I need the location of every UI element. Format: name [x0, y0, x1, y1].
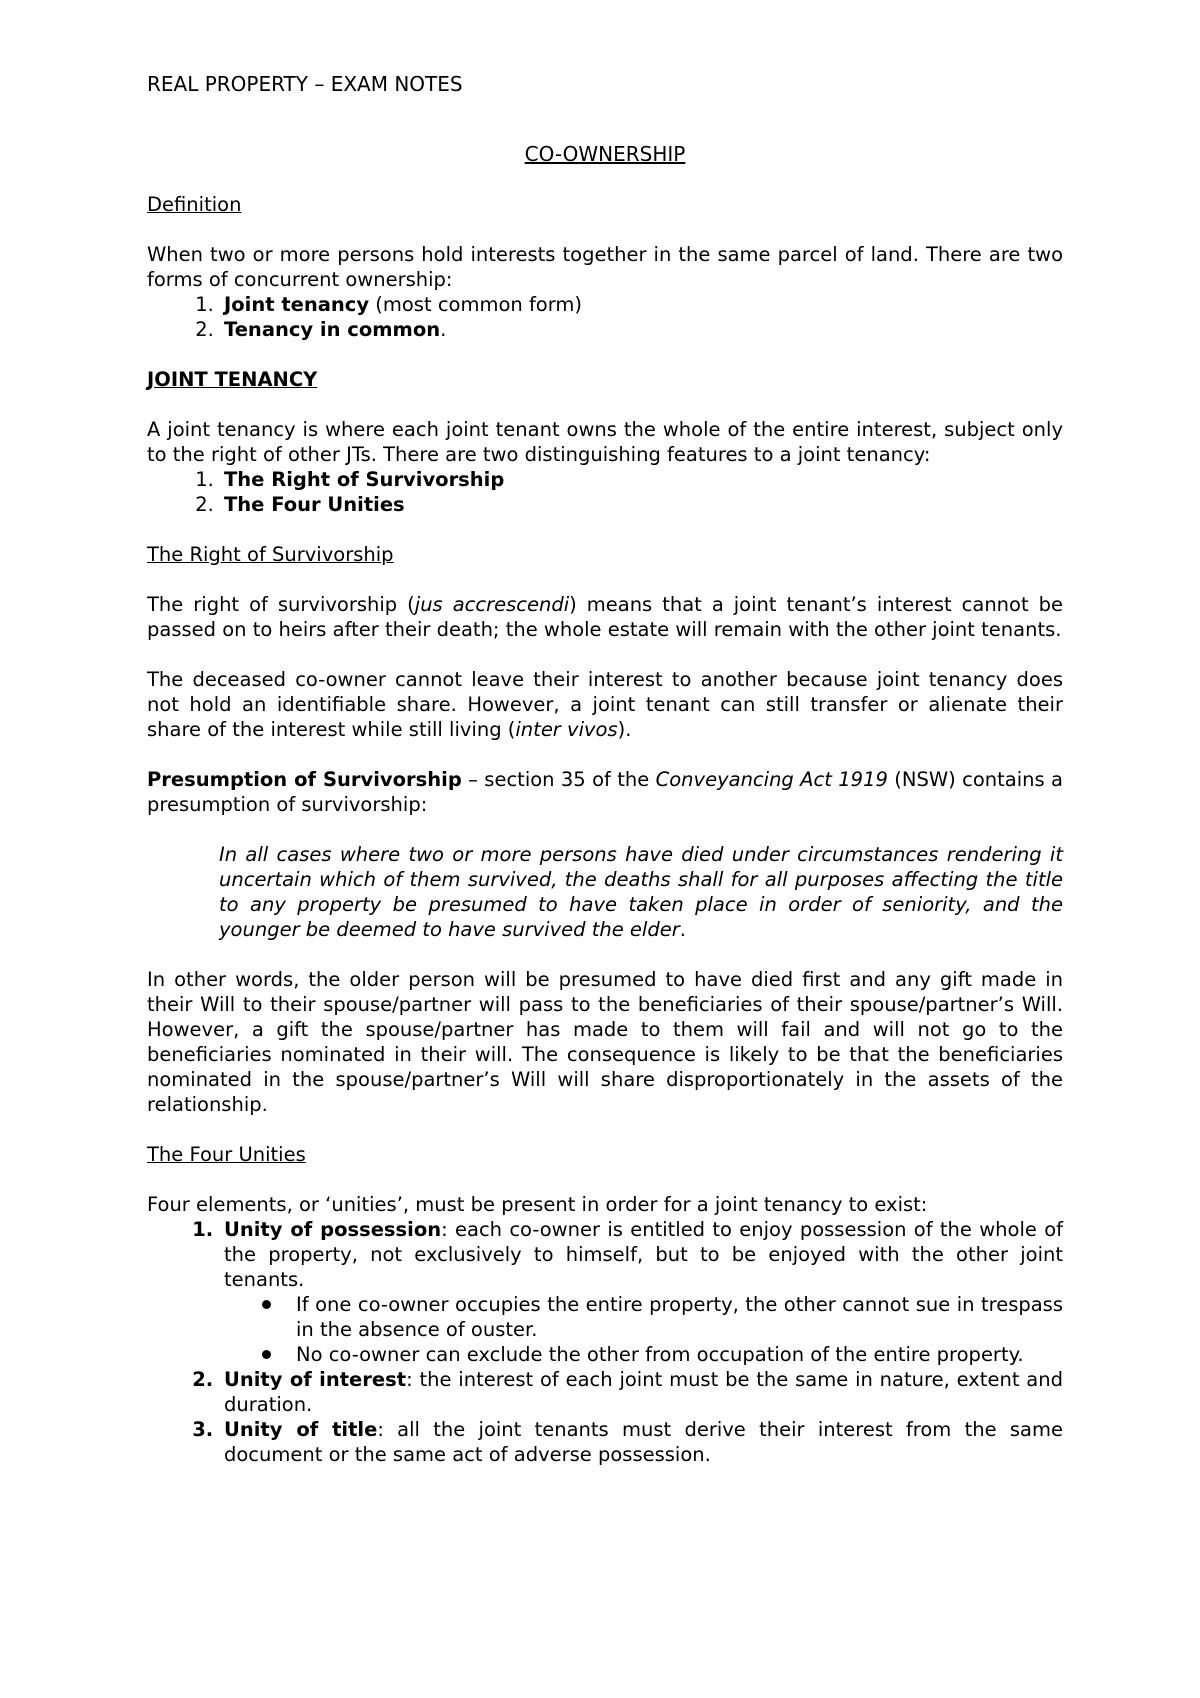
survivorship-heading: The Right of Survivorship	[147, 543, 394, 566]
text-run: The right of survivorship (	[147, 593, 415, 616]
form-note: (most common form)	[369, 293, 583, 316]
act-name: Conveyancing Act 1919	[655, 768, 888, 791]
unity-name: Unity of interest	[224, 1368, 407, 1391]
quote-end: .	[679, 918, 686, 941]
list-item	[220, 1217, 1063, 1367]
unity-name: Unity of title	[224, 1418, 378, 1441]
form-name: Tenancy in common	[224, 318, 441, 341]
unity-bullet-list	[224, 1292, 1063, 1367]
definition-text: When two or more persons hold interests together in the same parcel of land. There are two forms of concurrent ownership:	[147, 243, 1063, 291]
unity-description: : each co-owner is entitled to enjoy possession of the whole of the property, not exclusively to himself, but to be enjoyed with the other joint tenants.	[224, 1218, 1063, 1291]
feature-name: The Right of Survivorship	[224, 468, 505, 491]
unity-description: : all the joint tenants must derive their interest from the same document or the same act of adverse possession.	[224, 1418, 1063, 1466]
unity-name: Unity of possession	[224, 1218, 442, 1241]
list-item	[220, 1417, 1063, 1467]
list-item	[220, 492, 1063, 517]
page-header: REAL PROPERTY – EXAM NOTES	[147, 72, 463, 96]
unity-description: : the interest of each joint must be the same in nature, extent and duration.	[224, 1368, 1063, 1416]
joint-tenancy-intro: A joint tenancy is where each joint tenant owns the whole of the entire interest, subject only to the right of other JTs. There are two distinguishing features to a joint tenancy:	[147, 418, 1063, 466]
definition-heading: Definition	[147, 193, 242, 216]
latin-term: jus accrescendi	[414, 593, 570, 616]
joint-tenancy-features-list	[147, 467, 1063, 517]
form-note: .	[440, 318, 447, 341]
list-item	[220, 467, 1063, 492]
four-unities-intro: Four elements, or ‘unities’, must be present in order for a joint tenancy to exist:	[147, 1193, 928, 1216]
list-item	[220, 1367, 1063, 1417]
form-name: Joint tenancy	[224, 293, 370, 316]
survivorship-paragraph-1	[147, 592, 1063, 642]
list-item: If one co-owner occupies the entire property, the other cannot sue in trespass in the absence of ouster.	[296, 1293, 1063, 1341]
text-run: The deceased co-owner cannot leave their interest to another because joint tenancy does not hold an identifiable share. However, a joint tenant can still transfer or alienate their share of the interest while still living (	[147, 668, 1063, 741]
text-run: ) means that a joint tenant’s interest cannot be passed on to heirs after their death; the whole estate will remain with the other joint tenants.	[147, 593, 1063, 641]
latin-term: inter vivos	[515, 718, 618, 741]
text-run: – section 35 of the	[461, 768, 656, 791]
text-run: (NSW) contains a presumption of survivorship:	[147, 768, 1063, 816]
joint-tenancy-heading: JOINT TENANCY	[147, 368, 318, 391]
four-unities-list	[147, 1217, 1063, 1467]
survivorship-paragraph-3: In other words, the older person will be presumed to have died first and any gift made in their Will to their spouse/partner will pass to the beneficiaries of their spouse/partner’s Will. However, a gift the spouse/partner has made to them will fail and will not go to the beneficiaries nominated in their will. The consequence is likely to be that the beneficiaries nominated in the spouse/partner’s Will will share disproportionately in the assets of the relationship.	[147, 968, 1063, 1116]
co-ownership-title: CO-OWNERSHIP	[524, 142, 686, 166]
presumption-paragraph	[147, 767, 1063, 817]
feature-name: The Four Unities	[224, 493, 405, 516]
quote-text: In all cases where two or more persons have died under circumstances rendering it uncertain which of them survived, the deaths shall for all purposes affecting the title to any property be presumed to have taken place in order of seniority, and the younger be deemed to have survived the elder	[219, 843, 1063, 941]
list-item: No co-owner can exclude the other from occupation of the entire property.	[296, 1342, 1063, 1367]
text-run: ).	[617, 718, 632, 741]
statute-quote	[147, 842, 1063, 942]
four-unities-heading: The Four Unities	[147, 1143, 306, 1166]
presumption-term: Presumption of Survivorship	[147, 768, 462, 791]
document-body	[147, 72, 1063, 1467]
co-ownership-forms-list	[147, 292, 1063, 342]
list-item	[220, 317, 1063, 342]
list-item	[220, 292, 1063, 317]
survivorship-paragraph-2	[147, 667, 1063, 742]
